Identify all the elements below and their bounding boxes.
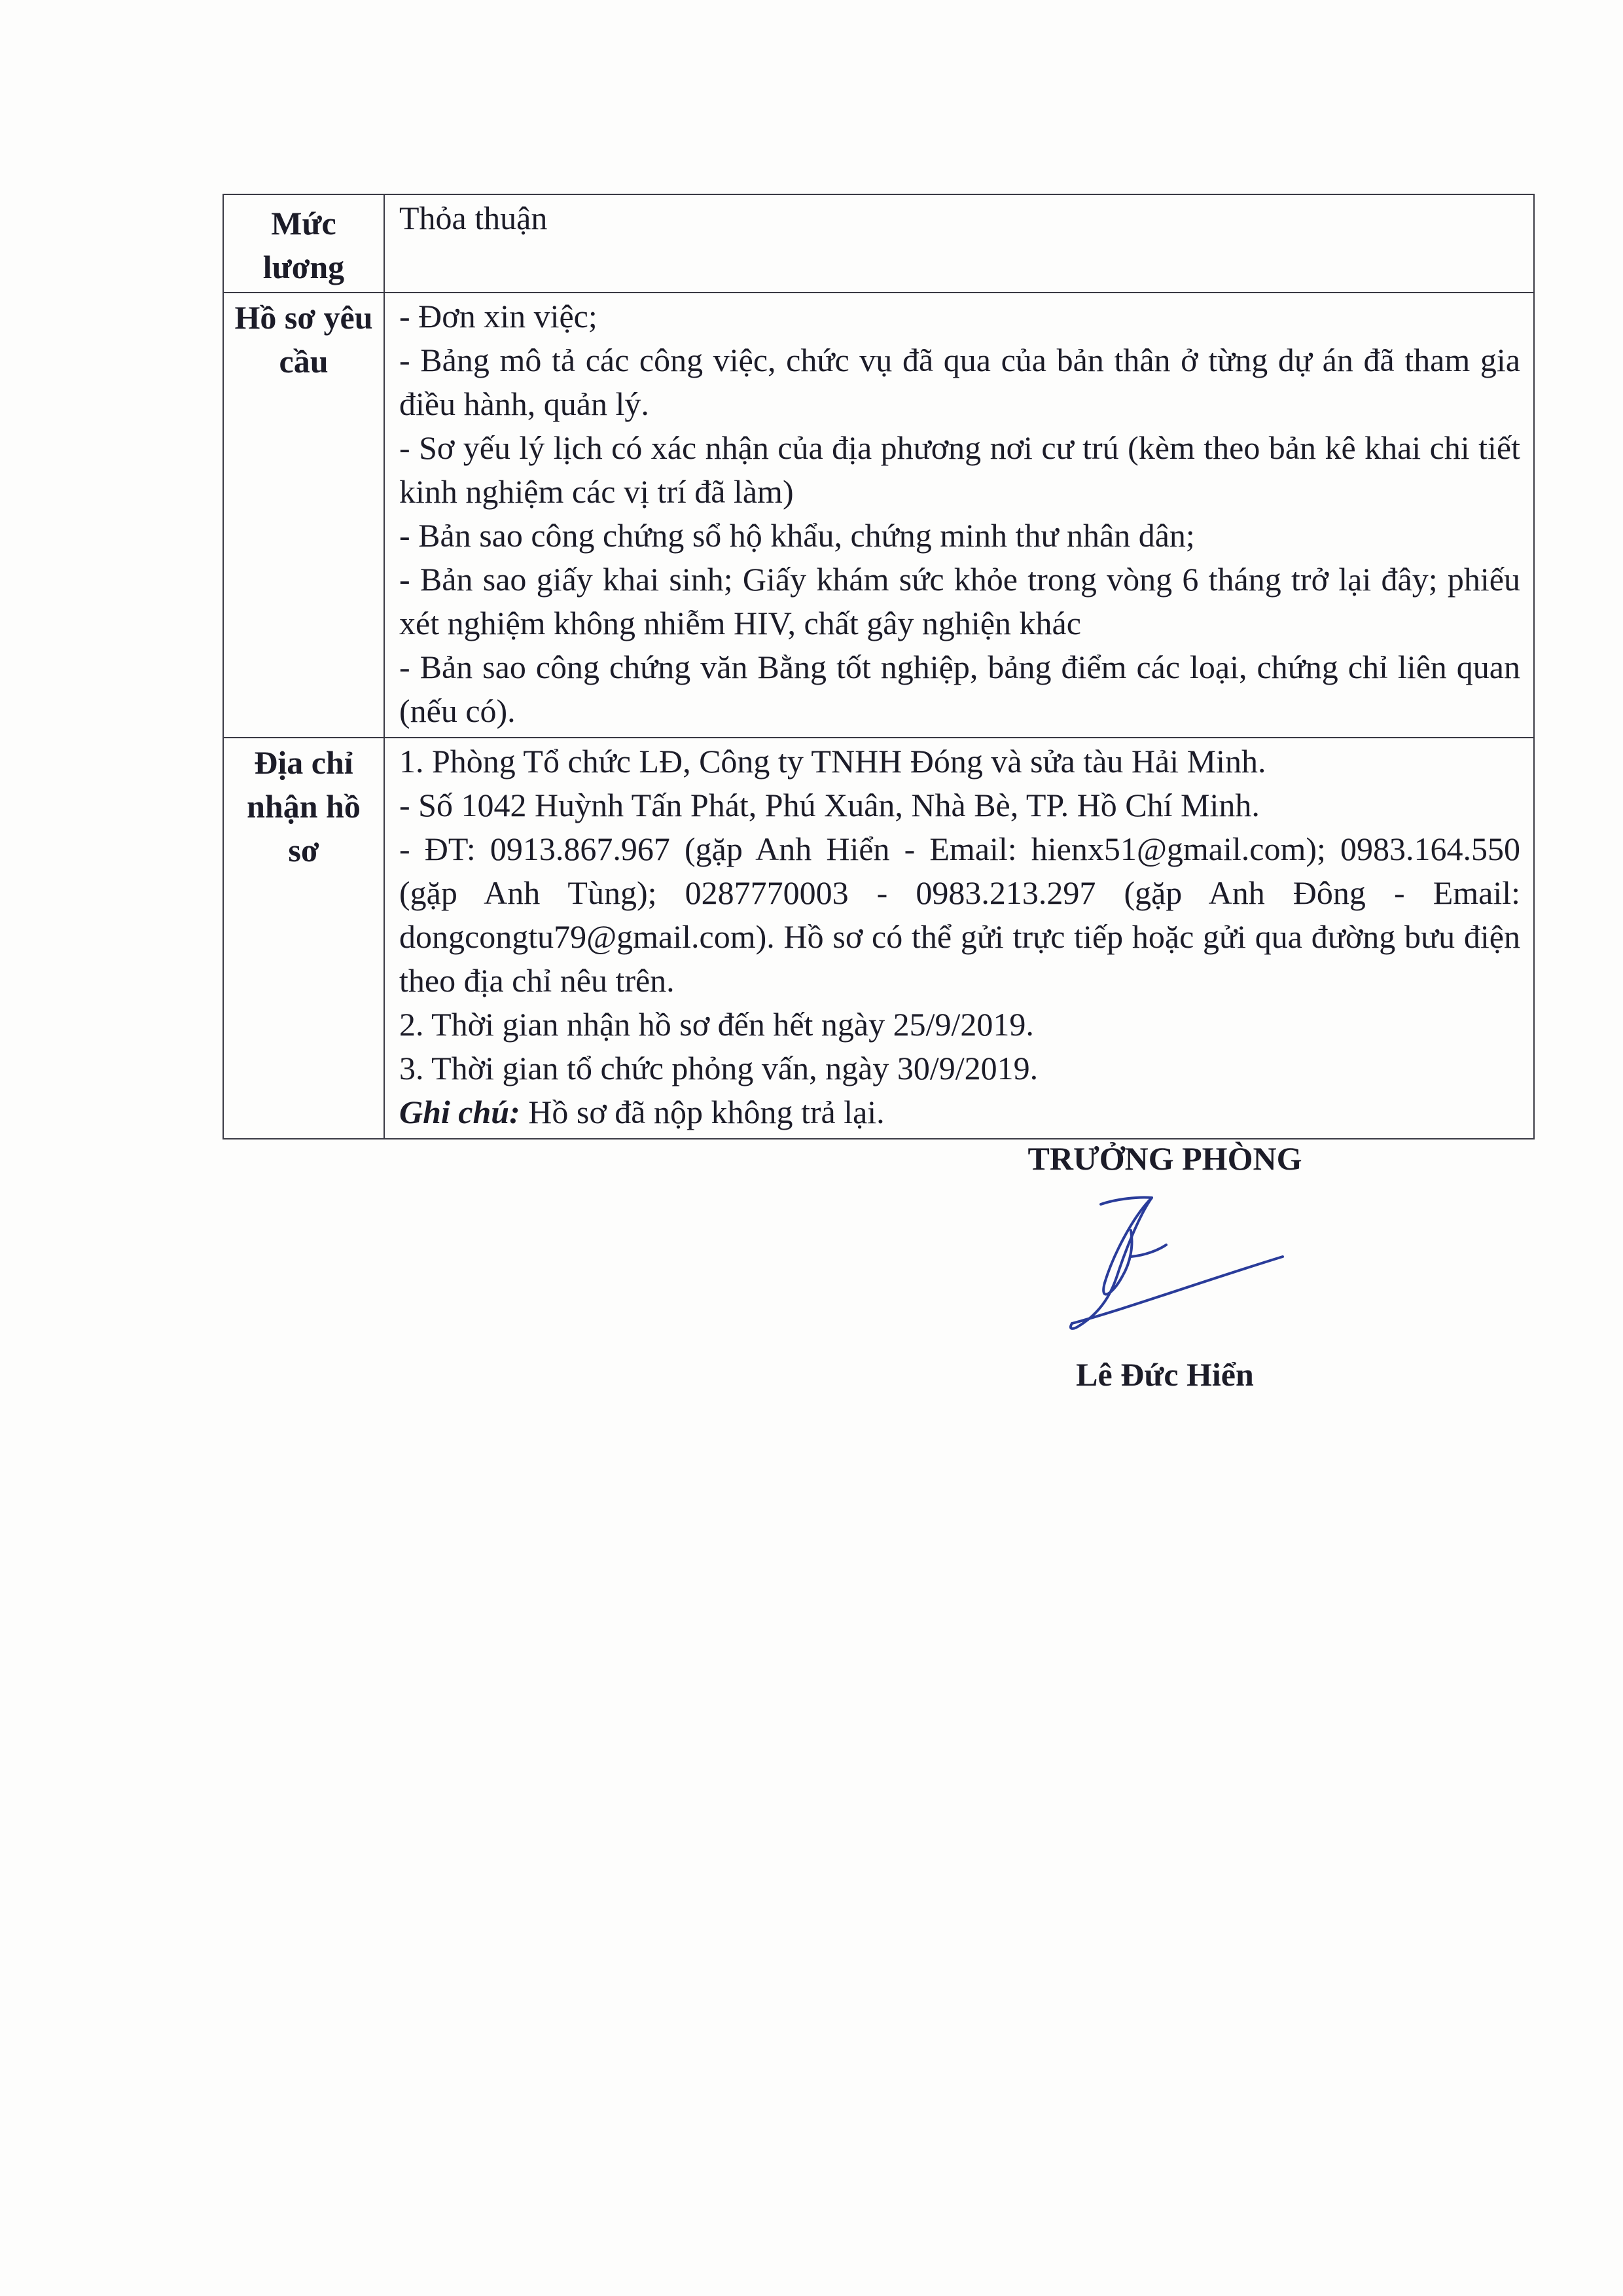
salary-value: Thỏa thuận — [384, 194, 1534, 293]
office-line: 1. Phòng Tổ chức LĐ, Công ty TNHH Đóng và sửa tàu Hải Minh. — [399, 743, 1266, 780]
documents-item: - Bản sao giấy khai sinh; Giấy khám sức khỏe trong vòng 6 tháng trở lại đây; phiếu xét nghiệm không nhiễm HIV, chất gây nghiện khác — [399, 561, 1520, 641]
documents-row — [223, 293, 1534, 738]
note-line — [399, 1090, 1520, 1134]
documents-label: Hồ sơ yêu cầu — [223, 293, 384, 738]
handwritten-signature — [1054, 1185, 1289, 1335]
note-label: Ghi chú: — [399, 1094, 520, 1130]
salary-label: Mức lương — [223, 194, 384, 293]
address-label: Địa chỉ nhận hồ sơ — [223, 738, 384, 1139]
documents-item: - Bản sao công chứng sổ hộ khẩu, chứng minh thư nhân dân; — [399, 517, 1195, 554]
signature-block — [982, 1139, 1348, 1394]
address-row — [223, 738, 1534, 1139]
deadline-line: 2. Thời gian nhận hồ sơ đến hết ngày 25/9/2019. — [399, 1006, 1034, 1043]
documents-item: - Bản sao công chứng văn Bằng tốt nghiệp, bảng điểm các loại, chứng chỉ liên quan (nếu có). — [399, 649, 1520, 729]
documents-item: - Bảng mô tả các công việc, chức vụ đã qua của bản thân ở từng dự án đã tham gia điều hành, quản lý. — [399, 342, 1520, 422]
contact-line: - ĐT: 0913.867.967 (gặp Anh Hiển - Email: hienx51@gmail.com); 0983.164.550 (gặp Anh Tùng); 0287770003 - 0983.213.297 (gặp Anh Đông - Email: dongcongtu79@gmail.com). Hồ sơ có thể gửi trực tiếp hoặc gửi qua đường bưu điện theo địa chỉ nêu trên. — [399, 831, 1520, 999]
address-details — [384, 738, 1534, 1139]
documents-item: - Đơn xin việc; — [399, 298, 597, 334]
interview-line: 3. Thời gian tổ chức phỏng vấn, ngày 30/9/2019. — [399, 1050, 1039, 1086]
salary-row — [223, 194, 1534, 293]
street-line: - Số 1042 Huỳnh Tấn Phát, Phú Xuân, Nhà Bè, TP. Hồ Chí Minh. — [399, 787, 1260, 823]
note-text: Hồ sơ đã nộp không trả lại. — [520, 1094, 885, 1130]
signer-name: Lê Đức Hiển — [1076, 1356, 1254, 1393]
signer-title: TRƯỞNG PHÒNG — [1027, 1140, 1302, 1177]
documents-list — [384, 293, 1534, 738]
documents-item: - Sơ yếu lý lịch có xác nhận của địa phương nơi cư trú (kèm theo bản kê khai chi tiết kinh nghiệm các vị trí đã làm) — [399, 429, 1520, 510]
recruitment-info-table — [223, 194, 1535, 1139]
